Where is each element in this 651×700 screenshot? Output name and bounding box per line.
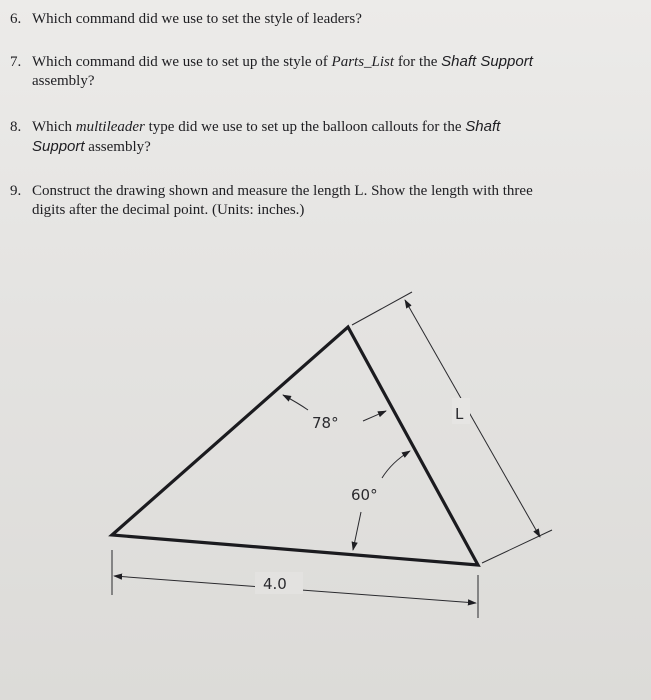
angle-leader-60 bbox=[353, 512, 361, 550]
parts-list-term: Parts_List bbox=[331, 54, 395, 70]
question-number: 7. bbox=[10, 54, 22, 70]
angle-arc-78 bbox=[283, 395, 308, 410]
extension-line-top bbox=[352, 292, 412, 325]
question-text: assembly? bbox=[32, 73, 95, 89]
triangle-outline bbox=[112, 327, 478, 565]
question-text: Which command did we use to set the style of leaders? bbox=[32, 11, 362, 27]
angle-arc-60 bbox=[382, 451, 410, 478]
question-text: assembly? bbox=[84, 139, 151, 155]
dimension-line-L bbox=[405, 300, 540, 537]
question-number: 8. bbox=[10, 119, 22, 135]
angle-leader-78 bbox=[363, 411, 386, 421]
question-text: Which bbox=[32, 119, 76, 135]
question-text: digits after the decimal point. (Units: inches.) bbox=[32, 202, 305, 218]
multileader-term: multileader bbox=[75, 119, 145, 135]
question-text: type did we use to set up the balloon callouts for the bbox=[144, 119, 466, 135]
dimension-label-base: 4.0 bbox=[263, 575, 287, 593]
support-term: Support bbox=[32, 138, 85, 155]
shaft-term: Shaft bbox=[465, 118, 501, 135]
question-text: Which command did we use to set up the style of bbox=[32, 54, 332, 70]
angle-label-78: 78° bbox=[312, 414, 339, 432]
extension-line-bottom bbox=[482, 530, 552, 563]
dimension-label-L: L bbox=[455, 405, 464, 423]
question-text: Construct the drawing shown and measure the length L. Show the length with three bbox=[32, 183, 533, 199]
question-number: 9. bbox=[10, 183, 22, 199]
angle-label-60: 60° bbox=[351, 486, 378, 504]
shaft-support-term: Shaft Support bbox=[441, 53, 533, 70]
question-text: for the bbox=[394, 54, 442, 70]
question-number: 6. bbox=[10, 11, 22, 27]
